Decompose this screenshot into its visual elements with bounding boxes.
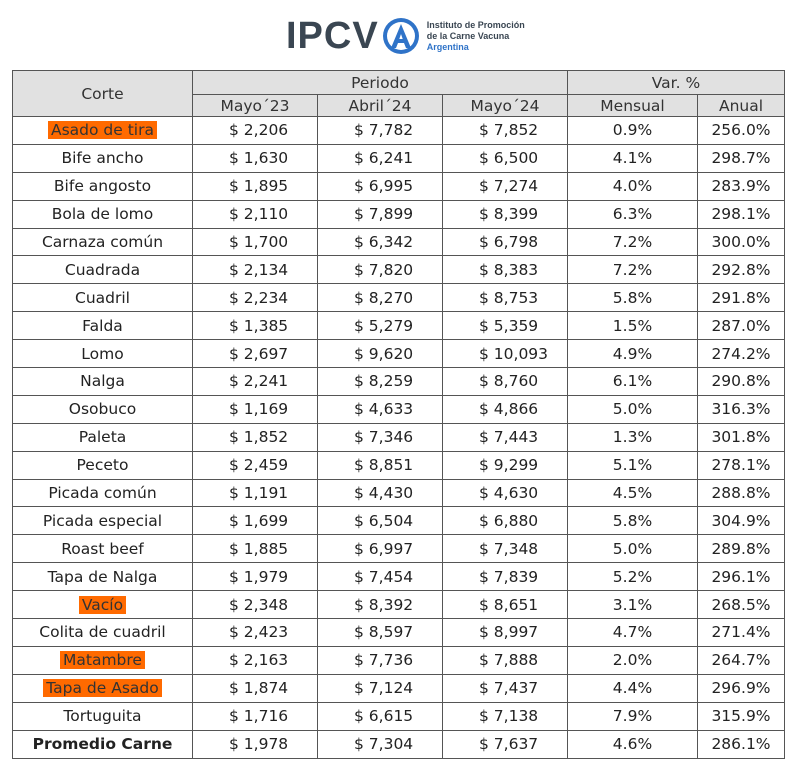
cell-mensual: 4.0% [568,172,698,200]
table-row [13,368,785,396]
cell-corte [13,563,193,591]
cell-corte [13,730,193,758]
corte-name: Peceto [76,456,129,475]
cell-mayo-23: $ 1,895 [193,172,318,200]
cell-anual: 283.9% [698,172,785,200]
cell-corte [13,674,193,702]
cell-mensual: 5.8% [568,284,698,312]
cell-corte [13,172,193,200]
corte-name: Picada especial [42,511,163,530]
cell-corte [13,646,193,674]
logo-line-3: Argentina [426,41,469,52]
cell-mayo-23: $ 1,978 [193,730,318,758]
table-row [13,340,785,368]
header-period-2: Abril´24 [318,95,443,117]
corte-name: Colita de cuadril [39,623,166,642]
table-row [13,228,785,256]
cell-anual: 300.0% [698,228,785,256]
cell-mayo-23: $ 2,110 [193,200,318,228]
cell-mayo-23: $ 1,169 [193,395,318,423]
table-row [13,730,785,758]
table-row [13,702,785,730]
cell-mayo-24: $ 6,880 [443,507,568,535]
cell-abril-24: $ 6,995 [318,172,443,200]
header-periodo: Periodo [193,71,568,95]
cell-corte [13,144,193,172]
cell-corte [13,591,193,619]
header-mensual: Mensual [568,95,698,117]
cell-mensual: 4.7% [568,619,698,647]
cell-mayo-24: $ 7,888 [443,646,568,674]
cell-anual: 316.3% [698,395,785,423]
cell-mensual: 1.3% [568,423,698,451]
corte-name: Tapa de Asado [43,679,161,697]
table-row [13,674,785,702]
cell-anual: 256.0% [698,117,785,145]
cell-abril-24: $ 9,620 [318,340,443,368]
corte-name: Picada común [48,484,157,503]
cell-corte [13,368,193,396]
cell-corte [13,507,193,535]
corte-name: Matambre [60,651,145,669]
corte-name: Lomo [81,344,124,363]
cell-mayo-24: $ 7,274 [443,172,568,200]
cell-mensual: 7.2% [568,228,698,256]
cell-mensual: 4.6% [568,730,698,758]
cell-mensual: 7.9% [568,702,698,730]
cell-abril-24: $ 4,633 [318,395,443,423]
corte-name: Bife angosto [53,177,152,196]
corte-name: Vacío [79,596,126,614]
cell-mayo-24: $ 7,348 [443,535,568,563]
cell-mayo-24: $ 7,437 [443,674,568,702]
cell-mensual: 7.2% [568,256,698,284]
cell-abril-24: $ 7,304 [318,730,443,758]
table-row [13,172,785,200]
cell-mayo-23: $ 1,385 [193,312,318,340]
cell-corte [13,340,193,368]
cell-mensual: 5.0% [568,395,698,423]
cell-mayo-23: $ 1,874 [193,674,318,702]
corte-name: Carnaza común [41,233,164,251]
cell-abril-24: $ 8,597 [318,619,443,647]
header-corte: Corte [13,71,193,117]
corte-name: Osobuco [68,400,137,419]
cell-mensual: 4.4% [568,674,698,702]
prices-table [12,70,785,759]
cell-anual: 264.7% [698,646,785,674]
cell-abril-24: $ 4,430 [318,479,443,507]
logo-text: IPCV [286,15,379,57]
cell-mayo-23: $ 2,423 [193,619,318,647]
table-row [13,423,785,451]
cell-mensual: 6.1% [568,368,698,396]
table-row [13,200,785,228]
cell-mensual: 4.5% [568,479,698,507]
cell-mayo-23: $ 2,134 [193,256,318,284]
cell-abril-24: $ 7,124 [318,674,443,702]
cell-anual: 296.9% [698,674,785,702]
cell-corte [13,702,193,730]
corte-name: Tapa de Nalga [47,567,158,586]
cell-abril-24: $ 7,736 [318,646,443,674]
table-row [13,395,785,423]
cell-anual: 290.8% [698,368,785,396]
cell-abril-24: $ 6,342 [318,228,443,256]
cell-abril-24: $ 7,346 [318,423,443,451]
cell-mayo-23: $ 2,697 [193,340,318,368]
table-row [13,507,785,535]
table-row [13,451,785,479]
cell-corte [13,619,193,647]
cell-anual: 288.8% [698,479,785,507]
cell-anual: 268.5% [698,591,785,619]
table-row [13,117,785,145]
table-row [13,619,785,647]
cell-mayo-24: $ 6,500 [443,144,568,172]
logo-line-2: de la Carne Vacuna [426,30,510,41]
corte-name: Nalga [80,372,125,391]
cell-anual: 296.1% [698,563,785,591]
corte-name: Asado de tira [48,121,157,139]
cell-mensual: 1.5% [568,312,698,340]
cell-abril-24: $ 7,820 [318,256,443,284]
cell-anual: 292.8% [698,256,785,284]
cell-corte [13,395,193,423]
cell-mayo-24: $ 10,093 [443,340,568,368]
table-row [13,256,785,284]
cell-anual: 315.9% [698,702,785,730]
cell-anual: 271.4% [698,619,785,647]
cell-mayo-24: $ 8,651 [443,591,568,619]
cell-corte [13,200,193,228]
cell-mayo-24: $ 8,753 [443,284,568,312]
header-period-3: Mayo´24 [443,95,568,117]
cell-mensual: 5.8% [568,507,698,535]
cell-corte [13,256,193,284]
cell-mayo-24: $ 7,839 [443,563,568,591]
cell-mensual: 5.2% [568,563,698,591]
cell-mayo-24: $ 7,637 [443,730,568,758]
cell-abril-24: $ 8,270 [318,284,443,312]
cell-mayo-24: $ 9,299 [443,451,568,479]
cell-anual: 298.7% [698,144,785,172]
cell-abril-24: $ 7,454 [318,563,443,591]
cell-mayo-23: $ 2,234 [193,284,318,312]
cell-mayo-23: $ 1,852 [193,423,318,451]
cell-mayo-23: $ 2,206 [193,117,318,145]
corte-name: Paleta [78,428,127,447]
cell-mayo-23: $ 1,700 [193,228,318,256]
table-row [13,479,785,507]
cell-mayo-23: $ 2,163 [193,646,318,674]
cell-mayo-23: $ 1,716 [193,702,318,730]
table-row [13,591,785,619]
cell-mensual: 4.1% [568,144,698,172]
cell-anual: 278.1% [698,451,785,479]
corte-name: Bife ancho [61,149,144,168]
cell-mayo-24: $ 4,630 [443,479,568,507]
cell-mayo-24: $ 7,852 [443,117,568,145]
cell-mayo-23: $ 1,979 [193,563,318,591]
table-row [13,312,785,340]
corte-name: Cuadril [75,288,130,307]
table-row [13,284,785,312]
cell-mayo-24: $ 7,138 [443,702,568,730]
cell-anual: 301.8% [698,423,785,451]
cell-abril-24: $ 8,392 [318,591,443,619]
corte-name: Falda [82,316,123,335]
cell-mayo-24: $ 8,383 [443,256,568,284]
cell-mayo-23: $ 1,885 [193,535,318,563]
logo-caption [427,20,525,53]
cell-abril-24: $ 7,782 [318,117,443,145]
table-row [13,144,785,172]
corte-name: Promedio Carne [32,735,173,754]
table-row [13,563,785,591]
cell-abril-24: $ 7,899 [318,200,443,228]
cell-mayo-24: $ 8,997 [443,619,568,647]
cell-mayo-24: $ 8,760 [443,368,568,396]
cell-mayo-24: $ 5,359 [443,312,568,340]
cell-mensual: 2.0% [568,646,698,674]
cell-corte [13,312,193,340]
corte-name: Roast beef [61,539,144,558]
cell-mayo-23: $ 1,699 [193,507,318,535]
cell-mensual: 0.9% [568,117,698,145]
cell-abril-24: $ 6,504 [318,507,443,535]
cell-mayo-24: $ 6,798 [443,228,568,256]
header-var: Var. % [568,71,785,95]
corte-name: Bola de lomo [51,205,154,224]
corte-name: Tortuguita [63,707,142,726]
logo-line-1: Instituto de Promoción [426,19,525,30]
cell-mayo-24: $ 4,866 [443,395,568,423]
table-body [13,117,785,759]
cell-mensual: 4.9% [568,340,698,368]
cell-corte [13,423,193,451]
cell-mayo-23: $ 2,241 [193,368,318,396]
ipcva-logo [286,14,525,58]
cell-corte [13,284,193,312]
cell-mensual: 6.3% [568,200,698,228]
cell-abril-24: $ 8,259 [318,368,443,396]
header-anual: Anual [698,95,785,117]
cell-anual: 287.0% [698,312,785,340]
cell-mayo-23: $ 1,630 [193,144,318,172]
corte-name: Cuadrada [64,260,141,279]
cell-mensual: 5.0% [568,535,698,563]
cell-mayo-23: $ 2,348 [193,591,318,619]
cell-abril-24: $ 6,241 [318,144,443,172]
cell-mayo-23: $ 1,191 [193,479,318,507]
cell-abril-24: $ 8,851 [318,451,443,479]
cell-corte [13,479,193,507]
cell-mensual: 3.1% [568,591,698,619]
cell-anual: 289.8% [698,535,785,563]
cell-anual: 304.9% [698,507,785,535]
cell-abril-24: $ 5,279 [318,312,443,340]
cell-corte [13,451,193,479]
cell-anual: 286.1% [698,730,785,758]
table-row [13,646,785,674]
cell-abril-24: $ 6,997 [318,535,443,563]
header-period-1: Mayo´23 [193,95,318,117]
cell-mayo-24: $ 8,399 [443,200,568,228]
cell-anual: 274.2% [698,340,785,368]
ipcva-a-icon [381,16,421,56]
cell-corte [13,535,193,563]
cell-mayo-23: $ 2,459 [193,451,318,479]
cell-mensual: 5.1% [568,451,698,479]
cell-anual: 291.8% [698,284,785,312]
cell-anual: 298.1% [698,200,785,228]
cell-corte [13,228,193,256]
cell-corte [13,117,193,145]
cell-mayo-24: $ 7,443 [443,423,568,451]
cell-abril-24: $ 6,615 [318,702,443,730]
table-row [13,535,785,563]
